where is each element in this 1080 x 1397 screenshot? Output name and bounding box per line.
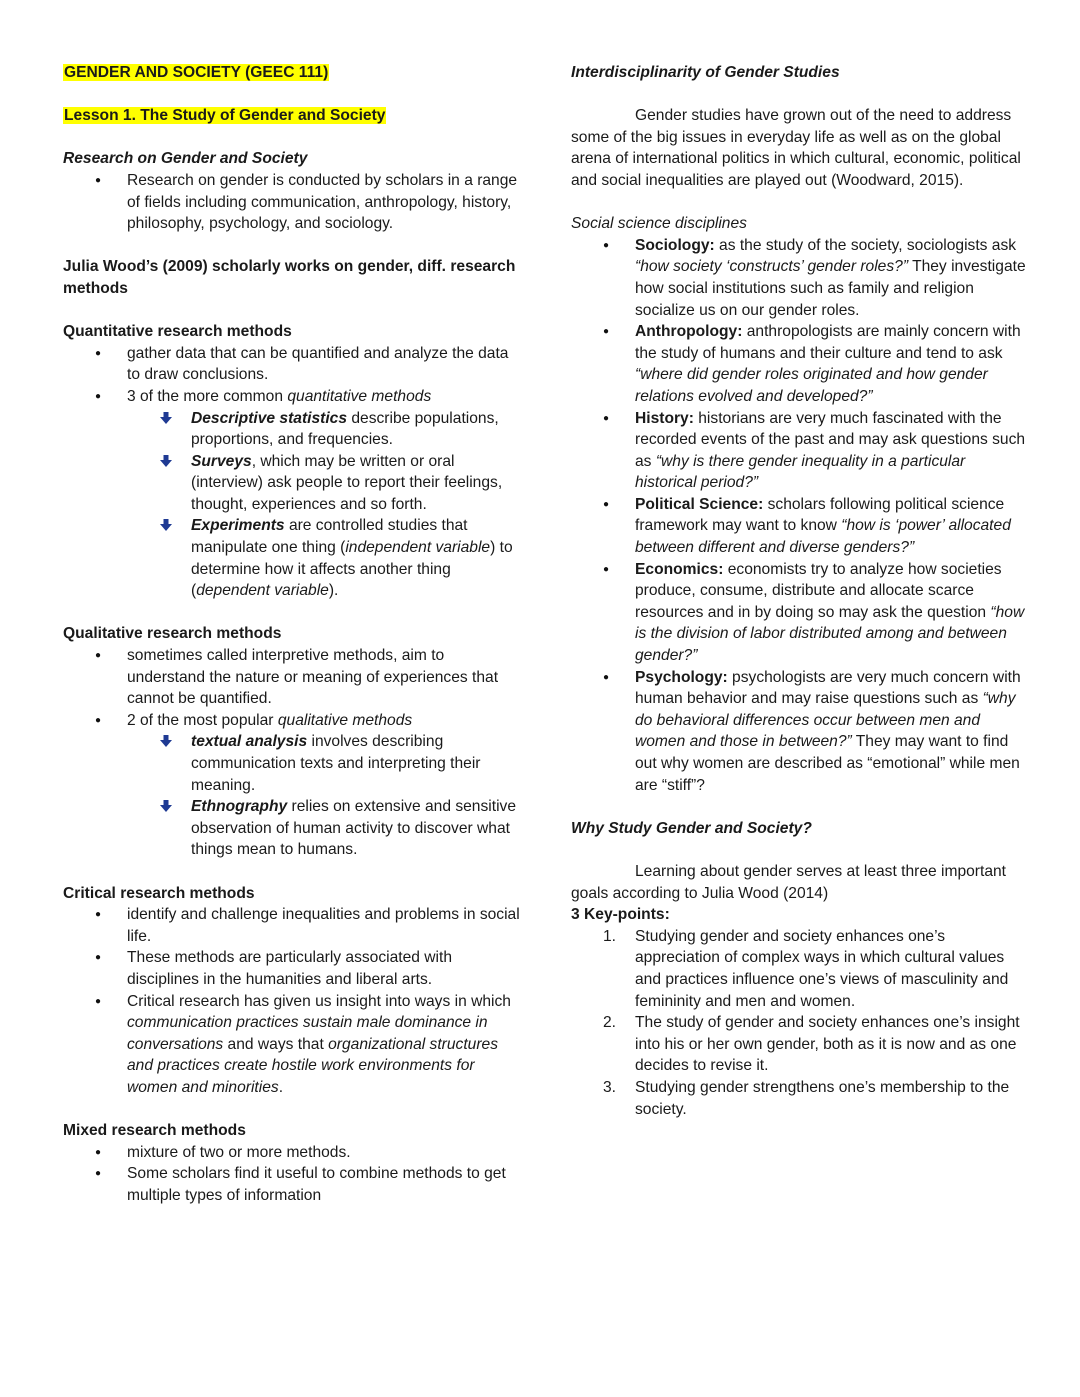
list-item: ● Research on gender is conducted by scholars in a range of fields including communication, anthropology, history, philosophy, psychology, and sociology. xyxy=(127,170,523,235)
list-item: 3. Studying gender strengthens one’s membership to the society. xyxy=(603,1078,1010,1118)
research-list xyxy=(63,170,523,235)
lesson-title: Lesson 1. The Study of Gender and Society xyxy=(64,107,386,125)
arrow-icon xyxy=(159,734,173,748)
list-item: ● mixture of two or more methods. xyxy=(127,1142,523,1164)
interdisciplinarity-heading: Interdisciplinarity of Gender Studies xyxy=(571,64,840,81)
list-item: ● gather data that can be quantified and analyze the data to draw conclusions. xyxy=(127,343,523,386)
list-item: ● Some scholars find it useful to combine methods to get multiple types of information xyxy=(127,1163,523,1206)
qualitative-list xyxy=(63,645,523,861)
list-item: ● 3 of the more common quantitative methods Descriptive statistics describe populations, proportions, and frequencies. Surveys, which may be written or oral (interview) ask people to report their feelings, thought, experiences and so forth. Experiments are controlled studies that manipulate one thing (independent variable) to determine how it affects another thing (dependent variable). xyxy=(127,386,523,602)
list-item-history: ● History: historians are very much fascinated with the recorded events of the past and may ask questions such as “why is there gender inequality in a particular historical period?” xyxy=(635,408,1026,494)
qualitative-heading: Qualitative research methods xyxy=(63,625,282,643)
quantitative-heading: Quantitative research methods xyxy=(63,323,292,341)
qualitative-methods-list xyxy=(127,731,523,861)
list-item: ● sometimes called interpretive methods, aim to understand the nature or meaning of experiences that cannot be quantified. xyxy=(127,645,523,710)
list-item-sociology: ● Sociology: as the study of the society, sociologists ask “how society ‘constructs’ gender roles?” They investigate how social institutions such as family and religion socialize us on our gender roles. xyxy=(635,235,1026,321)
arrow-icon xyxy=(159,454,173,468)
mixed-list xyxy=(63,1142,523,1207)
list-item: textual analysis involves describing communication texts and interpreting their meaning. xyxy=(191,731,523,796)
why-study-heading: Why Study Gender and Society? xyxy=(571,819,812,837)
list-item-economics: ● Economics: economists try to analyze how societies produce, consume, distribute and allocate scarce resources and in by doing so may ask the question “how is the division of labor distributed among and between gender?” xyxy=(635,559,1026,667)
mixed-heading: Mixed research methods xyxy=(63,1122,246,1140)
list-item: ● Critical research has given us insight into ways in which communication practices sustain male dominance in conversations and ways that organizational structures and practices create hostile work environments for women and minorities. xyxy=(127,991,523,1099)
quantitative-methods-list xyxy=(127,408,523,602)
list-item: Surveys, which may be written or oral (interview) ask people to report their feelings, thought, experiences and so forth. xyxy=(191,451,523,516)
arrow-icon xyxy=(159,518,173,532)
quantitative-list xyxy=(63,343,523,602)
list-item: 2. The study of gender and society enhances one’s insight into his or her own gender, both as it is now and as one decides to revise it. xyxy=(603,1014,1020,1075)
list-item: ● These methods are particularly associated with disciplines in the humanities and liberal arts. xyxy=(127,947,523,990)
list-item: ● identify and challenge inequalities and problems in social life. xyxy=(127,904,523,947)
critical-heading: Critical research methods xyxy=(63,884,255,902)
social-science-heading: Social science disciplines xyxy=(571,215,747,233)
list-item: Ethnography relies on extensive and sensitive observation of human activity to discover what things mean to humans. xyxy=(191,796,523,861)
wood-heading: Julia Wood’s (2009) scholarly works on gender, diff. research methods xyxy=(63,258,516,297)
key-points-heading: 3 Key-points: xyxy=(571,906,670,924)
interdisciplinarity-paragraph: Gender studies have grown out of the need to address some of the big issues in everyday life as well as on the global arena of international politics in which cultural, economic, political and social inequalities are played out (Woodward, 2015). xyxy=(571,107,1021,189)
list-item: Experiments are controlled studies that manipulate one thing (independent variable) to determine how it affects another thing (dependent variable). xyxy=(191,515,523,601)
disciplines-list xyxy=(571,235,1026,796)
why-study-paragraph: Learning about gender serves at least three important goals according to Julia Wood (2014) xyxy=(571,862,1007,902)
key-points-list xyxy=(571,926,1026,1120)
left-column xyxy=(63,62,523,1206)
critical-list xyxy=(63,904,523,1098)
list-item-political-science: ● Political Science: scholars following political science framework may want to know “how is ‘power’ allocated between different and diverse genders?” xyxy=(635,494,1026,559)
arrow-icon xyxy=(159,411,173,425)
list-item-anthropology: ● Anthropology: anthropologists are mainly concern with the study of humans and their culture and tend to ask “where did gender roles originated and how gender relations evolved and developed?” xyxy=(635,321,1026,407)
list-item: Descriptive statistics describe populations, proportions, and frequencies. xyxy=(191,408,523,451)
right-column xyxy=(571,62,1026,1120)
arrow-icon xyxy=(159,799,173,813)
list-item-psychology: ● Psychology: psychologists are very much concern with human behavior and may raise questions such as “why do behavioral differences occur between men and women and those in between?” They may want to find out why women are described as “emotional” while men are “stiff”? xyxy=(635,667,1026,797)
list-item: ● 2 of the most popular qualitative methods textual analysis involves describing communication texts and interpreting their meaning. Ethnography relies on extensive and sensitive observation of human activity to discover what things mean to humans. xyxy=(127,710,523,861)
list-item: 1. Studying gender and society enhances one’s appreciation of complex ways in which cultural values and practices influence one’s views of masculinity and femininity and men and women. xyxy=(603,927,1009,1010)
research-heading: Research on Gender and Society xyxy=(63,150,308,168)
course-title: GENDER AND SOCIETY (GEEC 111) xyxy=(64,64,329,81)
